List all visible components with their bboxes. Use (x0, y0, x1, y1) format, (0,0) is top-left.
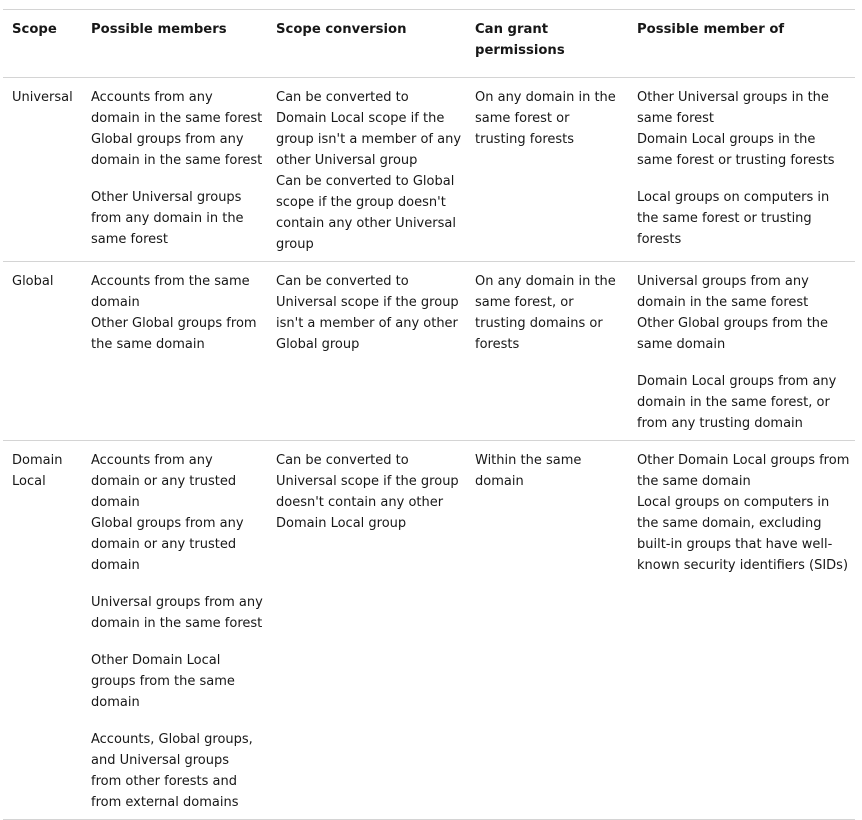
member-line: Accounts from the same domain (91, 274, 250, 310)
possible-members-cell (82, 441, 267, 820)
possible-member-of-cell (628, 262, 855, 441)
member-of-line: Other Domain Local groups from the same domain (637, 453, 850, 489)
table-row (3, 441, 855, 820)
can-grant-permissions-cell (466, 262, 628, 441)
scope-conversion-cell (267, 78, 466, 262)
possible-member-of-cell (628, 441, 855, 820)
table-row (3, 262, 855, 441)
scope-conversion-cell (267, 262, 466, 441)
possible-members-cell (82, 78, 267, 262)
member-of-line: Other Universal groups in the same forest (637, 90, 829, 126)
member-of-line: Domain Local groups from any domain in the same forest, or from any trusting domain (637, 374, 837, 431)
member-line: Universal groups from any domain in the same forest (91, 595, 263, 631)
member-line: Other Universal groups from any domain in the same forest (91, 190, 244, 247)
member-line: Accounts from any domain or any trusted domain (91, 453, 237, 510)
header-possible-members: Possible members (82, 10, 267, 78)
group-scope-table (3, 9, 855, 820)
table-row (3, 78, 855, 262)
can-grant-permissions-cell (466, 78, 628, 262)
member-line: Accounts, Global groups, and Universal groups from other forests and from external domains (91, 732, 253, 810)
member-line: Global groups from any domain or any trusted domain (91, 516, 244, 573)
possible-member-of-cell (628, 78, 855, 262)
permission-line: On any domain in the same forest, or trusting domains or forests (475, 274, 616, 352)
scope-cell: Universal (3, 78, 82, 262)
member-line: Accounts from any domain in the same forest (91, 90, 263, 126)
conversion-line: Can be converted to Domain Local scope if the group isn't a member of any other Universal group (276, 90, 462, 168)
permission-line: Within the same domain (475, 453, 582, 489)
header-scope: Scope (3, 10, 82, 78)
member-line: Other Global groups from the same domain (91, 316, 257, 352)
conversion-line: Can be converted to Universal scope if the group doesn't contain any other Domain Local group (276, 453, 459, 531)
group-scope-table-container (3, 9, 855, 820)
member-line: Global groups from any domain in the same forest (91, 132, 263, 168)
member-line: Other Domain Local groups from the same domain (91, 653, 235, 710)
member-of-line: Universal groups from any domain in the same forest (637, 274, 809, 310)
header-can-grant-permissions: Can grant permissions (466, 10, 628, 78)
scope-cell: Global (3, 262, 82, 441)
header-scope-conversion: Scope conversion (267, 10, 466, 78)
table-header-row (3, 10, 855, 78)
permission-line: On any domain in the same forest or trusting forests (475, 90, 616, 147)
member-of-line: Local groups on computers in the same domain, excluding built-in groups that have well-known security identifiers (SIDs) (637, 495, 849, 573)
conversion-line: Can be converted to Global scope if the group doesn't contain any other Universal group (276, 174, 456, 252)
member-of-line: Local groups on computers in the same forest or trusting forests (637, 190, 830, 247)
scope-conversion-cell (267, 441, 466, 820)
conversion-line: Can be converted to Universal scope if the group isn't a member of any other Global group (276, 274, 459, 352)
member-of-line: Other Global groups from the same domain (637, 316, 829, 352)
member-of-line: Domain Local groups in the same forest or trusting forests (637, 132, 835, 168)
header-possible-member-of: Possible member of (628, 10, 855, 78)
scope-cell: Domain Local (3, 441, 82, 820)
possible-members-cell (82, 262, 267, 441)
can-grant-permissions-cell (466, 441, 628, 820)
